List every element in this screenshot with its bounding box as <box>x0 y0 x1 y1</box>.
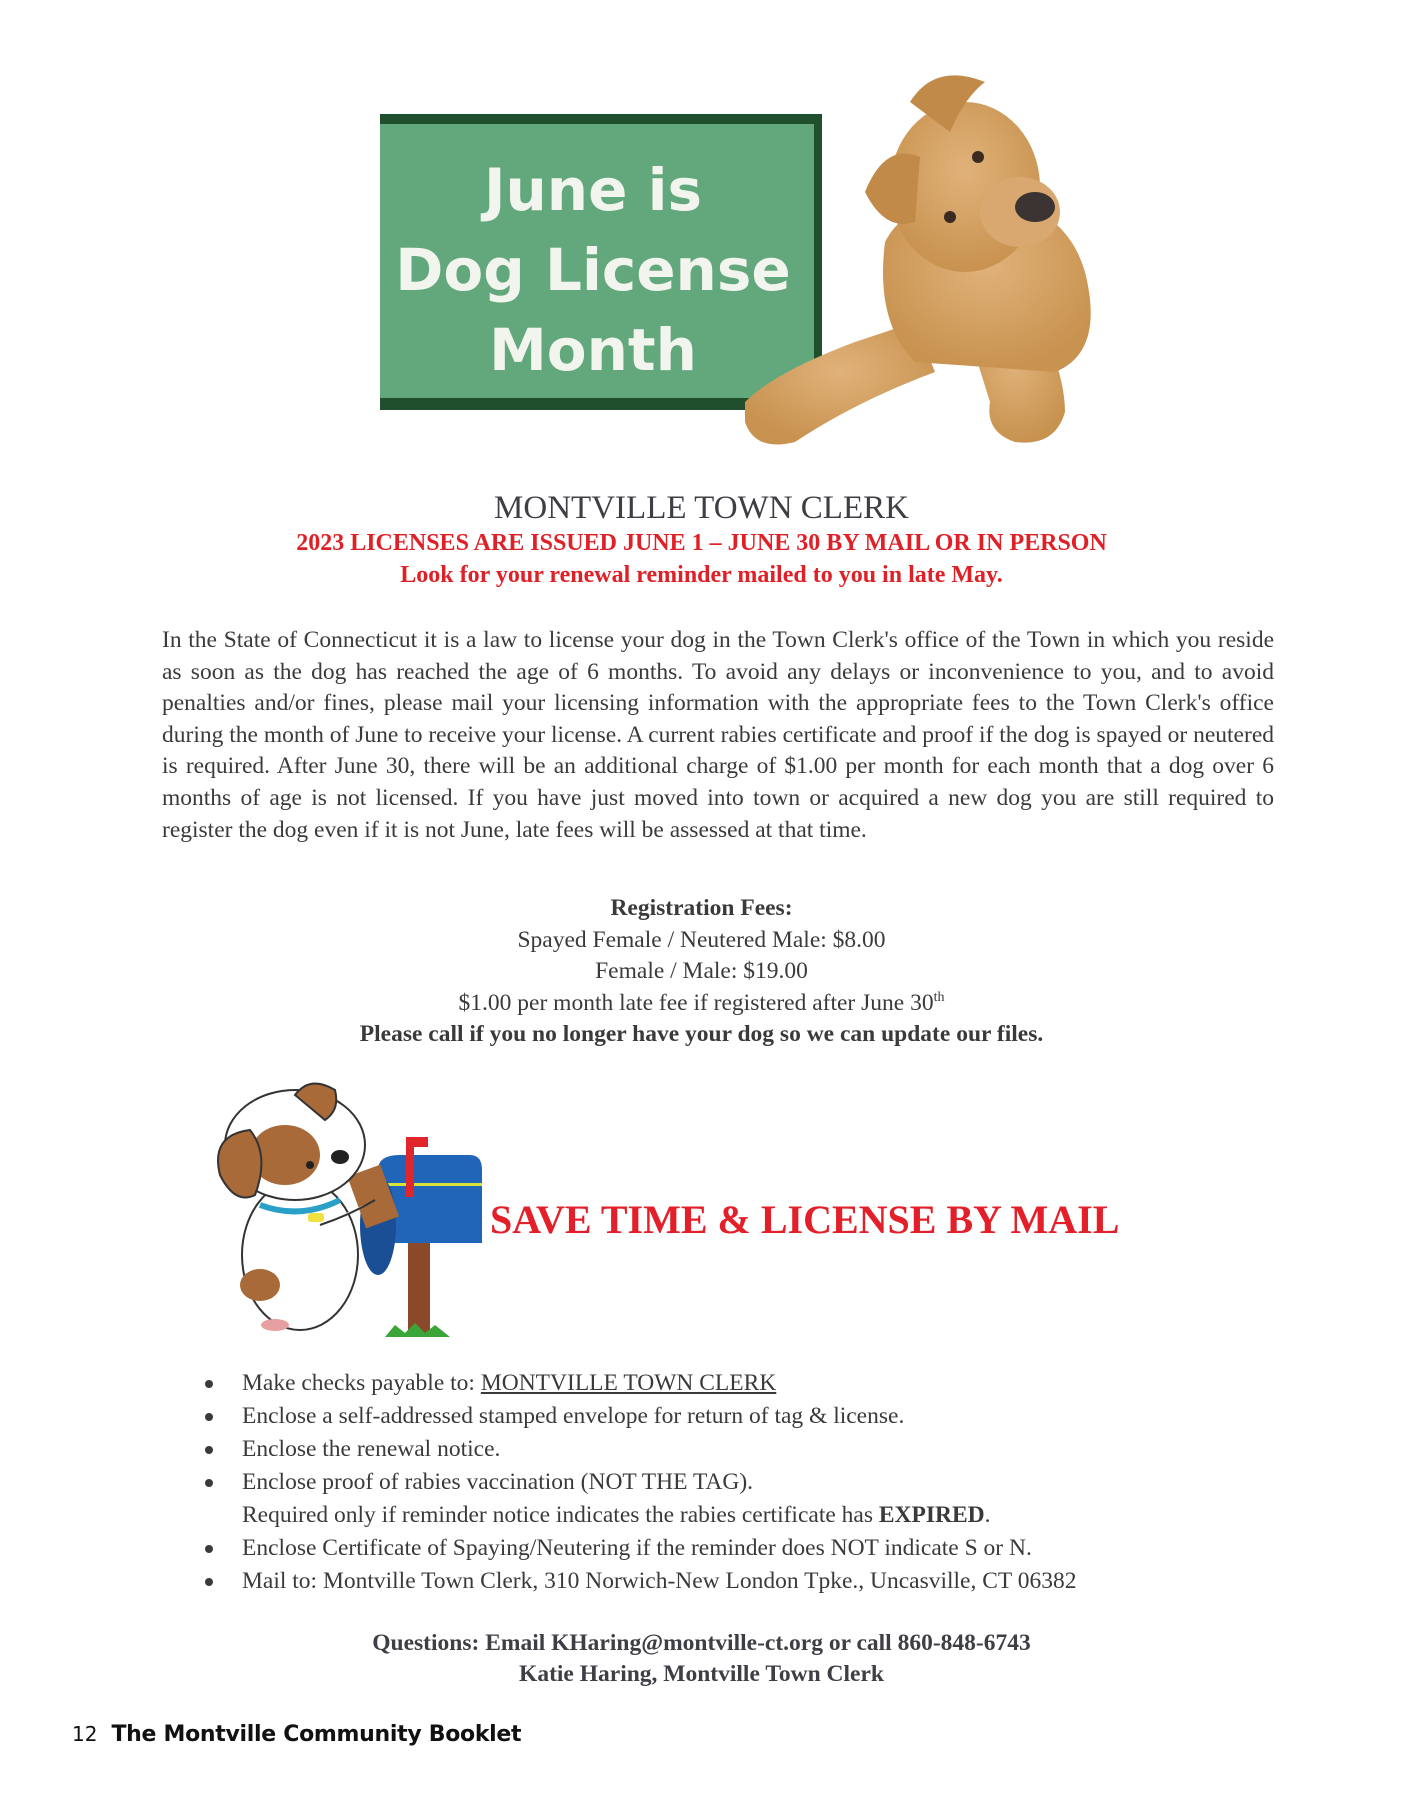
bullet-icon <box>205 1545 213 1553</box>
clerk-signature: Katie Haring, Montville Town Clerk <box>519 1661 884 1687</box>
dog-photo-icon <box>735 72 1155 452</box>
bullet-text: Mail to: Montville Town Clerk, 310 Norwich-New London Tpke., Uncasville, CT 06382 <box>242 1568 1077 1594</box>
sign-line-3: Month <box>489 316 697 384</box>
bullet-text: Enclose the renewal notice. <box>242 1436 501 1462</box>
fee-female-male: Female / Male: $19.00 <box>595 958 808 985</box>
bullet-text: Enclose Certificate of Spaying/Neutering if the reminder does NOT indicate S or N. <box>242 1535 1032 1561</box>
license-law-paragraph: In the State of Connecticut it is a law to license your dog in the Town Clerk's office of the Town in which you reside as soon as the dog has reached the age of 6 months. To avoid any delays or inconvenience to you, and to avoid penalties and/or fines, please mail your licensing information with the appropriate fees to the Town Clerk's office during the month of June to receive your license. A current rabies certificate and proof if the dog is spayed or neutered is required. After June 30, there will be an additional charge of $1.00 per month for each month that a dog over 6 months of age is not licensed. If you have just moved into town or acquired a new dog you are still required to register the dog even if it is not June, late fees will be assessed at that time. <box>162 627 1274 843</box>
bullet-text: Make checks payable to: <box>242 1370 481 1396</box>
bullet-text: Enclose proof of rabies vaccination (NOT THE TAG). <box>242 1469 754 1495</box>
mail-instructions-list <box>200 1367 1300 1598</box>
page-title: MONTVILLE TOWN CLERK <box>494 490 909 526</box>
registration-fees <box>0 893 1403 1051</box>
list-item <box>200 1433 1300 1466</box>
booklet-title: The Montville Community Booklet <box>111 1722 522 1747</box>
update-files-note: Please call if you no longer have your dog so we can update our files. <box>359 1021 1044 1048</box>
fee-spayed-neutered: Spayed Female / Neutered Male: $8.00 <box>517 926 886 953</box>
sign-line-2: Dog License <box>395 236 791 304</box>
expired-emphasis: EXPIRED <box>878 1502 985 1528</box>
questions-contact: Questions: Email KHaring@montville-ct.org or call 860-848-6743 <box>372 1630 1031 1656</box>
bullet-icon <box>205 1578 213 1586</box>
payee-name: MONTVILLE TOWN CLERK <box>480 1370 777 1396</box>
list-item <box>200 1565 1300 1598</box>
list-item <box>200 1466 1300 1532</box>
list-item <box>200 1367 1300 1400</box>
bullet-icon <box>205 1380 213 1388</box>
renewal-reminder-notice: Look for your renewal reminder mailed to you in late May. <box>400 562 1003 588</box>
bullet-icon <box>205 1446 213 1454</box>
fee-late <box>0 988 1403 1020</box>
list-item <box>200 1532 1300 1565</box>
contact-block <box>0 1628 1403 1690</box>
sign-line-1: June is <box>483 156 703 224</box>
list-item <box>200 1400 1300 1433</box>
license-by-mail-heading: SAVE TIME & LICENSE BY MAIL <box>490 1197 1120 1242</box>
bullet-icon <box>205 1413 213 1421</box>
late-fee-text: $1.00 per month late fee if registered after June 30 <box>458 989 934 1016</box>
page-number: 12 <box>72 1722 98 1746</box>
bullet-icon <box>205 1479 213 1487</box>
page-footer <box>72 1722 521 1747</box>
bullet-subtext: Required only if reminder notice indicates the rabies certificate has <box>242 1502 879 1528</box>
bullet-subtext-end: . <box>984 1502 991 1528</box>
fees-heading: Registration Fees: <box>610 895 793 921</box>
late-fee-sup: th <box>933 989 945 1005</box>
license-dates-notice: 2023 LICENSES ARE ISSUED JUNE 1 – JUNE 30 BY MAIL OR IN PERSON <box>296 530 1107 556</box>
puppy-mailbox-icon <box>200 1075 490 1345</box>
bullet-text: Enclose a self-addressed stamped envelope for return of tag & license. <box>242 1403 905 1429</box>
